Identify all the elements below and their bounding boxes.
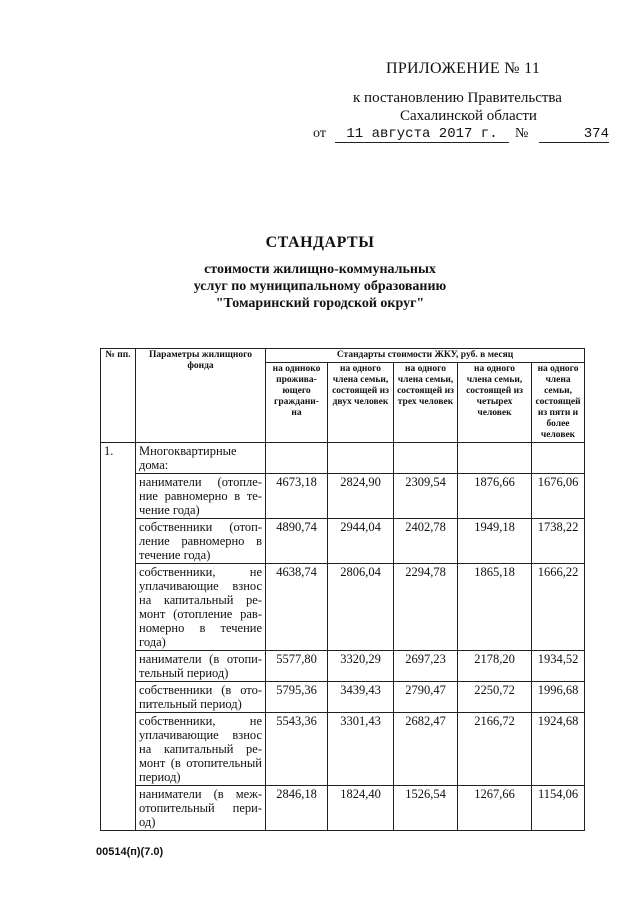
document-subtitle-3: "Томаринский городской округ" [215, 296, 425, 311]
value-cell: 1526,54 [394, 786, 458, 831]
subheader-cell: на одиноко прожива-ющего граждани-на [266, 363, 328, 443]
table-row [101, 519, 585, 564]
table-row [101, 682, 585, 713]
value-cell: 2846,18 [266, 786, 328, 831]
value-cell: 1924,68 [532, 713, 585, 786]
table-row [101, 713, 585, 786]
subheader-cell: на одного члена семьи, состоящей из пяти и более человек [532, 363, 585, 443]
value-cell: 2944,04 [328, 519, 394, 564]
subheader-cell: на одного члена семьи, состоящей из четырех человек [458, 363, 532, 443]
value-cell: 4673,18 [266, 474, 328, 519]
value-cell: 2402,78 [394, 519, 458, 564]
subheader-cell: на одного члена семьи, состоящей из двух человек [328, 363, 394, 443]
row-label: собственники (в ото-пительный период) [136, 682, 266, 713]
subheader-cell: на одного члена семьи, состоящей из трех человек [394, 363, 458, 443]
value-cell: 4638,74 [266, 564, 328, 651]
appendix-line-1: к постановлению Правительства [353, 90, 562, 106]
appendix-title: ПРИЛОЖЕНИЕ № 11 [386, 60, 541, 77]
col-params-header: Параметры жилищного фонда [136, 349, 266, 443]
value-cell: 1876,66 [458, 474, 532, 519]
value-cell: 5795,36 [266, 682, 328, 713]
form-code: 00514(п)(7.0) [96, 846, 164, 858]
from-label: от [313, 126, 326, 141]
col-number-header: № пп. [101, 349, 136, 443]
document-subtitle-2: услуг по муниципальному образованию [193, 279, 447, 294]
number-label: № [515, 126, 529, 141]
table-row [101, 786, 585, 831]
section-number: 1. [101, 443, 136, 831]
section-row [101, 443, 585, 474]
row-label: наниматели (в отопи-тельный период) [136, 651, 266, 682]
value-cell: 5577,80 [266, 651, 328, 682]
value-cell: 1267,66 [458, 786, 532, 831]
row-label: собственники, не уплачивающие взнос на капитальный ре-монт (отопление рав-номерно в течение года) [136, 564, 266, 651]
value-cell: 3439,43 [328, 682, 394, 713]
value-cell: 2806,04 [328, 564, 394, 651]
table-row [101, 564, 585, 651]
value-cell: 1676,06 [532, 474, 585, 519]
decree-date: 11 августа 2017 г. [335, 126, 509, 143]
value-cell: 1738,22 [532, 519, 585, 564]
decree-number: 374 [539, 126, 609, 143]
value-cell: 1949,18 [458, 519, 532, 564]
decree-date-row [313, 126, 609, 146]
value-cell: 2178,20 [458, 651, 532, 682]
table-header-row [101, 349, 585, 363]
value-cell: 1996,68 [532, 682, 585, 713]
value-cell: 3320,29 [328, 651, 394, 682]
row-label: наниматели (в меж-отопительный пери-од) [136, 786, 266, 831]
table-row [101, 474, 585, 519]
value-cell: 2697,23 [394, 651, 458, 682]
value-cell: 3301,43 [328, 713, 394, 786]
table-row [101, 651, 585, 682]
value-cell: 2309,54 [394, 474, 458, 519]
value-cell: 2166,72 [458, 713, 532, 786]
value-cell: 2790,47 [394, 682, 458, 713]
value-cell: 2250,72 [458, 682, 532, 713]
row-label: собственники (отоп-ление равномерно в течение года) [136, 519, 266, 564]
value-cell: 1934,52 [532, 651, 585, 682]
value-cell: 1154,06 [532, 786, 585, 831]
document-subtitle-1: стоимости жилищно-коммунальных [204, 262, 436, 277]
value-cell: 2682,47 [394, 713, 458, 786]
value-cell: 1824,40 [328, 786, 394, 831]
col-group-header: Стандарты стоимости ЖКУ, руб. в месяц [266, 349, 585, 363]
value-cell: 4890,74 [266, 519, 328, 564]
value-cell: 1865,18 [458, 564, 532, 651]
appendix-line-2: Сахалинской области [400, 108, 537, 124]
value-cell: 5543,36 [266, 713, 328, 786]
document-title: СТАНДАРТЫ [265, 234, 375, 251]
value-cell: 2824,90 [328, 474, 394, 519]
row-label: собственники, не уплачивающие взнос на капитальный ре-монт (в отопительный период) [136, 713, 266, 786]
value-cell: 2294,78 [394, 564, 458, 651]
section-label: Многоквартирные дома: [136, 443, 266, 474]
value-cell: 1666,22 [532, 564, 585, 651]
standards-table [100, 348, 585, 831]
row-label: наниматели (отопле-ние равномерно в те-чение года) [136, 474, 266, 519]
